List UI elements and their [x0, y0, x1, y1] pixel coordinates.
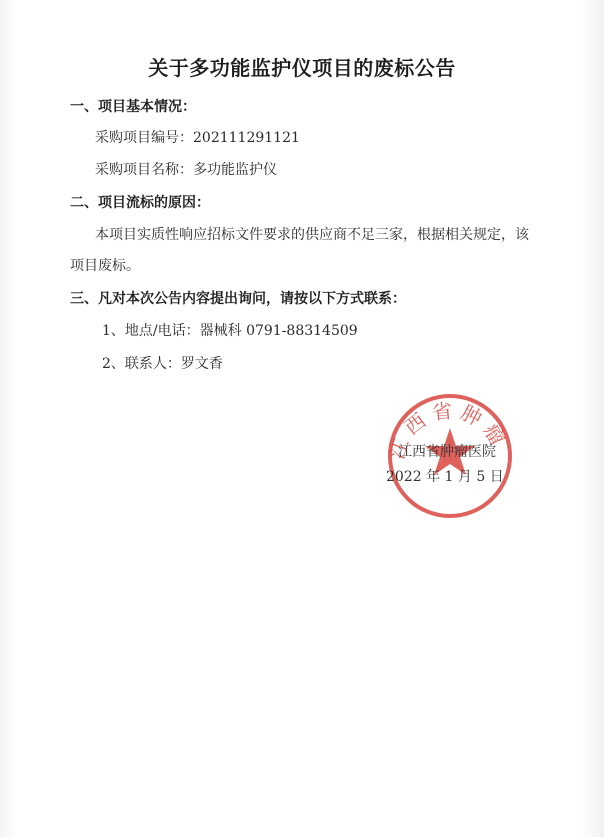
section-2-body-line-1: 本项目实质性响应招标文件要求的供应商不足三家，根据相关规定，该	[95, 227, 529, 243]
project-name-value: 多功能监护仪	[193, 162, 277, 178]
section-3-heading: 三、凡对本次公告内容提出询问，请按以下方式联系：	[70, 291, 406, 307]
contact-location-phone: 1、地点/电话：器械科 0791-88314509	[102, 323, 358, 339]
section-2-heading: 二、项目流标的原因：	[70, 195, 210, 211]
section-2-body-line-2: 项目废标。	[70, 258, 140, 274]
project-number-value: 202111291121	[193, 130, 300, 146]
signer-organization: 江西省肿瘤医院	[398, 444, 496, 460]
project-name-label: 采购项目名称：	[95, 162, 193, 178]
project-name-row	[95, 159, 277, 179]
section-1-heading: 一、项目基本情况：	[70, 99, 196, 115]
project-number-row	[95, 127, 300, 147]
signature-date: 2022 年 1 月 5 日	[386, 469, 504, 485]
svg-text:江西省肿瘤医: 江西省肿瘤	[384, 398, 513, 463]
project-number-label: 采购项目编号：	[95, 130, 193, 146]
document-title: 关于多功能监护仪项目的废标公告	[148, 56, 456, 80]
contact-person: 2、联系人：罗文香	[102, 356, 223, 372]
